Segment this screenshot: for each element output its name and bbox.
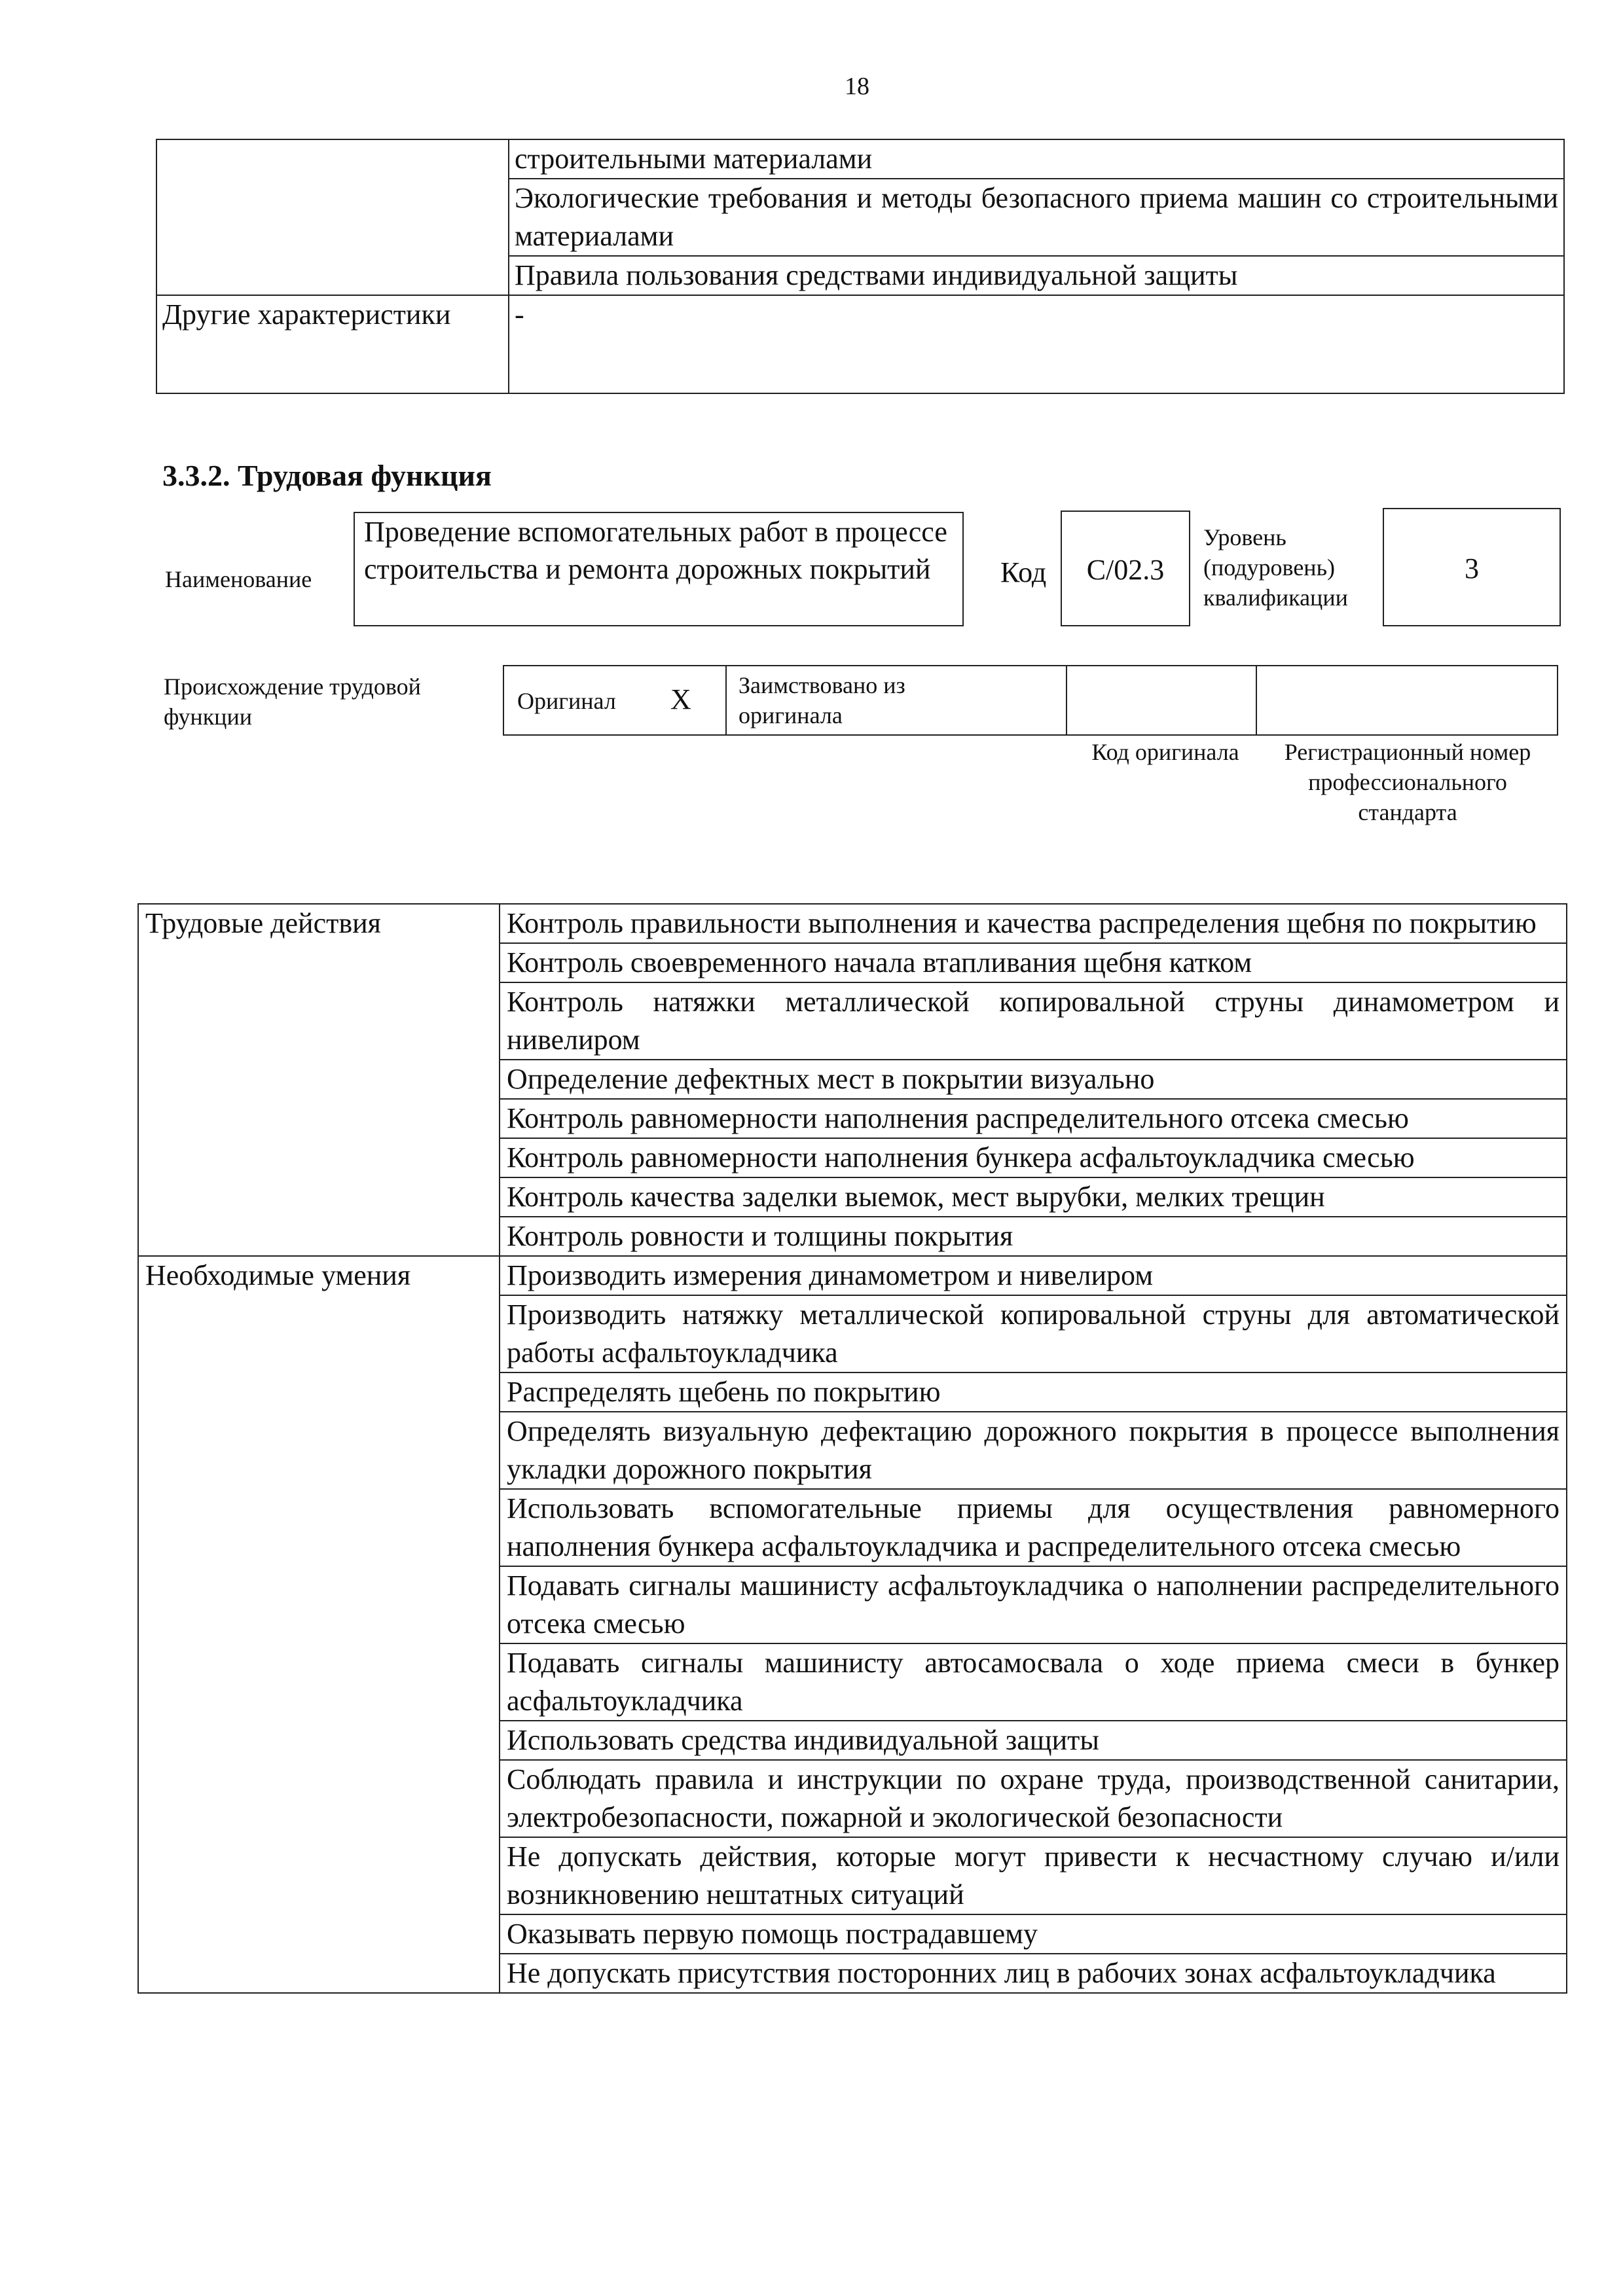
labor-action-row: Контроль натяжки металлической копировальной струны динамометром и нивелиром <box>500 982 1567 1060</box>
skill-row: Не допускать присутствия посторонних лиц в рабочих зонах асфальтоукладчика <box>500 1954 1567 1993</box>
other-characteristics-value: - <box>509 295 1564 393</box>
origin-label: Происхождение трудовой функции <box>164 673 421 730</box>
skill-row: Использовать вспомогательные приемы для осуществления равномерного наполнения бункера асфальтоукладчика и распределительного отсека смесью <box>500 1489 1567 1566</box>
knowledge-row: Правила пользования средствами индивидуальной защиты <box>509 256 1564 295</box>
original-label: Оригинал <box>517 688 616 714</box>
section-title: 3.3.2. Трудовая функция <box>162 459 492 492</box>
labor-action-row: Контроль равномерности наполнения бункера асфальтоукладчика смесью <box>500 1138 1567 1177</box>
borrowed-label: Заимствовано из оригинала <box>739 672 905 728</box>
labor-action-row: Контроль своевременного начала втапливания щебня катком <box>500 943 1567 982</box>
other-characteristics-label: Другие характеристики <box>156 295 509 393</box>
origin-row <box>503 665 1558 736</box>
skill-row: Подавать сигналы машинисту асфальтоукладчика о наполнении распределительного отсека смесью <box>500 1566 1567 1643</box>
skill-row: Распределять щебень по покрытию <box>500 1372 1567 1412</box>
labor-action-row: Контроль равномерности наполнения распределительного отсека смесью <box>500 1099 1567 1138</box>
empty-label-cell <box>156 139 509 295</box>
skill-row: Производить измерения динамометром и нивелиром <box>500 1256 1567 1295</box>
knowledge-row: строительными материалами <box>509 139 1564 179</box>
skill-row: Соблюдать правила и инструкции по охране труда, производственной санитарии, электробезопасности, пожарной и экологической безопасности <box>500 1760 1567 1837</box>
knowledge-row: Экологические требования и методы безопасного приема машин со строительными материалами <box>509 179 1564 256</box>
code-value-box: C/02.3 <box>1061 511 1190 626</box>
skill-row: Определять визуальную дефектацию дорожного покрытия в процессе выполнения укладки дорожного покрытия <box>500 1412 1567 1489</box>
continuation-table <box>156 139 1565 394</box>
name-label: Наименование <box>165 566 312 592</box>
divider <box>1066 666 1067 734</box>
labor-function-table <box>137 903 1567 1994</box>
page-number: 18 <box>845 73 869 100</box>
skill-row: Не допускать действия, которые могут привести к несчастному случаю и/или возникновению нештатных ситуаций <box>500 1837 1567 1914</box>
function-name-box: Проведение вспомогательных работ в процессе строительства и ремонта дорожных покрытий <box>354 512 964 626</box>
skill-row: Оказывать первую помощь пострадавшему <box>500 1914 1567 1954</box>
required-skills-label: Необходимые умения <box>138 1256 500 1993</box>
divider <box>1256 666 1257 734</box>
labor-actions-label: Трудовые действия <box>138 904 500 1256</box>
level-value-box: 3 <box>1383 508 1561 626</box>
labor-action-row: Контроль правильности выполнения и качества распределения щебня по покрытию <box>500 904 1567 943</box>
labor-action-row: Определение дефектных мест в покрытии визуально <box>500 1060 1567 1099</box>
skill-row: Использовать средства индивидуальной защиты <box>500 1721 1567 1760</box>
divider <box>725 666 727 734</box>
level-label: Уровень (подуровень) квалификации <box>1203 524 1348 611</box>
labor-action-row: Контроль качества заделки выемок, мест вырубки, мелких трещин <box>500 1177 1567 1217</box>
labor-action-row: Контроль ровности и толщины покрытия <box>500 1217 1567 1256</box>
skill-row: Подавать сигналы машинисту автосамосвала о ходе приема смеси в бункер асфальтоукладчика <box>500 1643 1567 1721</box>
skill-row: Производить натяжку металлической копировальной струны для автоматической работы асфальтоукладчика <box>500 1295 1567 1372</box>
registration-number-caption: Регистрационный номер профессионального стандарта <box>1284 739 1531 825</box>
original-mark: X <box>670 683 691 715</box>
code-label: Код <box>1000 556 1047 588</box>
code-original-caption: Код оригинала <box>1091 739 1239 765</box>
